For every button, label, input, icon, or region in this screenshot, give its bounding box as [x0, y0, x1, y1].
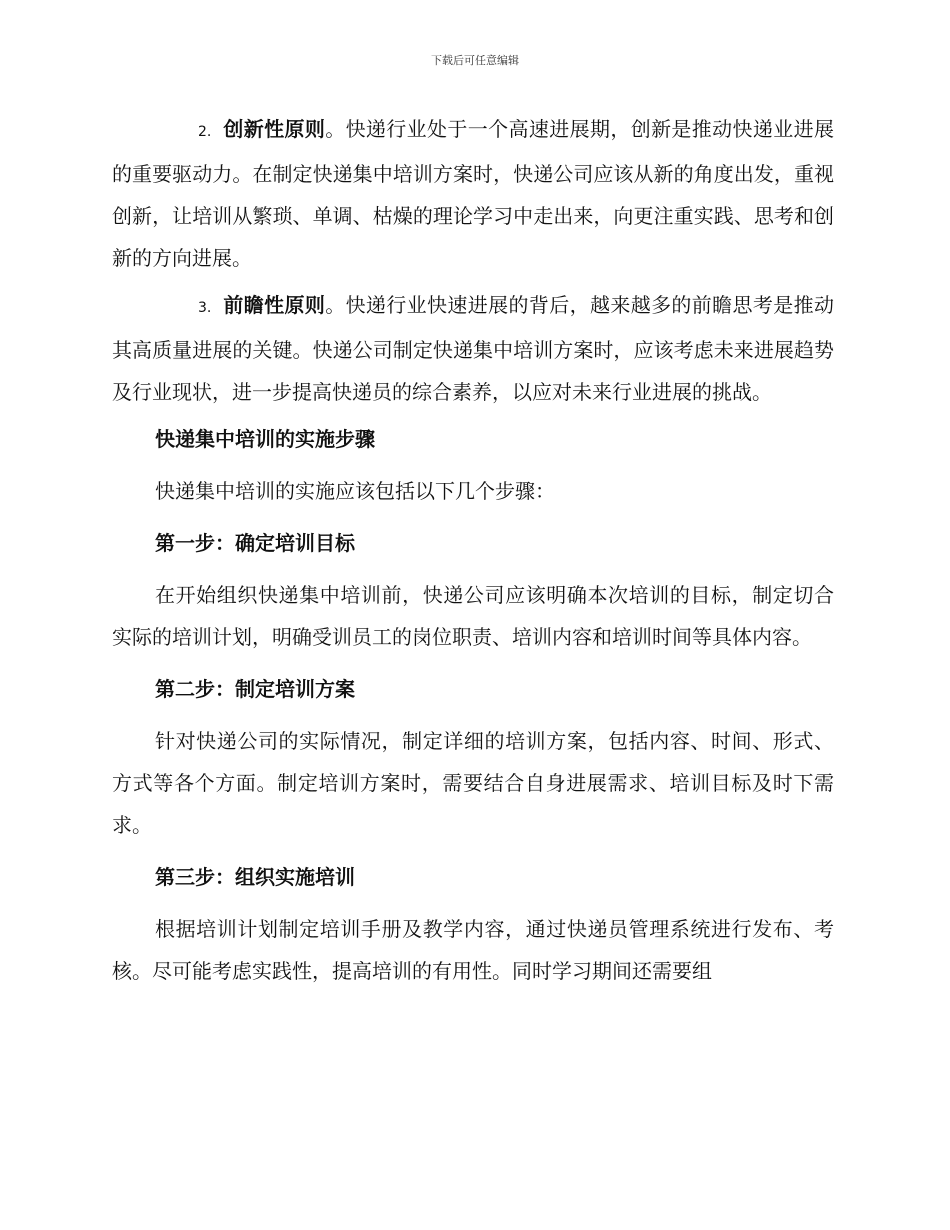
step-1-heading: 第一步：确定培训目标: [155, 531, 355, 555]
step-1-body: 在开始组织快递集中培训前，快递公司应该明确本次培训的目标，制定切合实际的培训计划，明确受训员工的岗位职责、培训内容和培训时间等具体内容。: [112, 583, 834, 649]
principle-2-paragraph: [112, 108, 834, 279]
step-2-body: 针对快递公司的实际情况，制定详细的培训方案，包括内容、时间、形式、方式等各个方面。制定培训方案时，需要结合自身进展需求、培训目标及时下需求。: [112, 729, 834, 837]
principle-body: 。快递行业处于一个高速进展期，创新是推动快递业进展的重要驱动力。在制定快递集中培训方案时，快递公司应该从新的角度出发，重视创新，让培训从繁琐、单调、枯燥的理论学习中走出来，向更注重实践、思考和创新的方向进展。: [112, 117, 835, 270]
section-heading: 快递集中培训的实施步骤: [155, 427, 375, 451]
list-number: 2.: [198, 124, 212, 140]
principle-3-paragraph: [112, 284, 834, 413]
step-3-body: 根据培训计划制定培训手册及教学内容，通过快递员管理系统进行发布、考核。尽可能考虑实践性，提高培训的有用性。同时学习期间还需要组: [112, 917, 834, 983]
steps-intro: 快递集中培训的实施应该包括以下几个步骤：: [155, 479, 555, 503]
document-body: [112, 108, 834, 992]
page-header: 下载后可任意编辑: [431, 54, 519, 67]
principle-title: 创新性原则: [223, 117, 326, 141]
step-2-heading: 第二步：制定培训方案: [155, 677, 355, 701]
principle-title: 前瞻性原则: [223, 293, 326, 317]
list-number: 3.: [198, 300, 212, 316]
principle-body: 。快递行业快速进展的背后，越来越多的前瞻思考是推动其高质量进展的关键。快递公司制定快递集中培训方案时，应该考虑未来进展趋势及行业现状，进一步提高快递员的综合素养，以应对未来行业进展的挑战。: [112, 293, 835, 404]
step-3-heading: 第三步：组织实施培训: [155, 865, 355, 889]
